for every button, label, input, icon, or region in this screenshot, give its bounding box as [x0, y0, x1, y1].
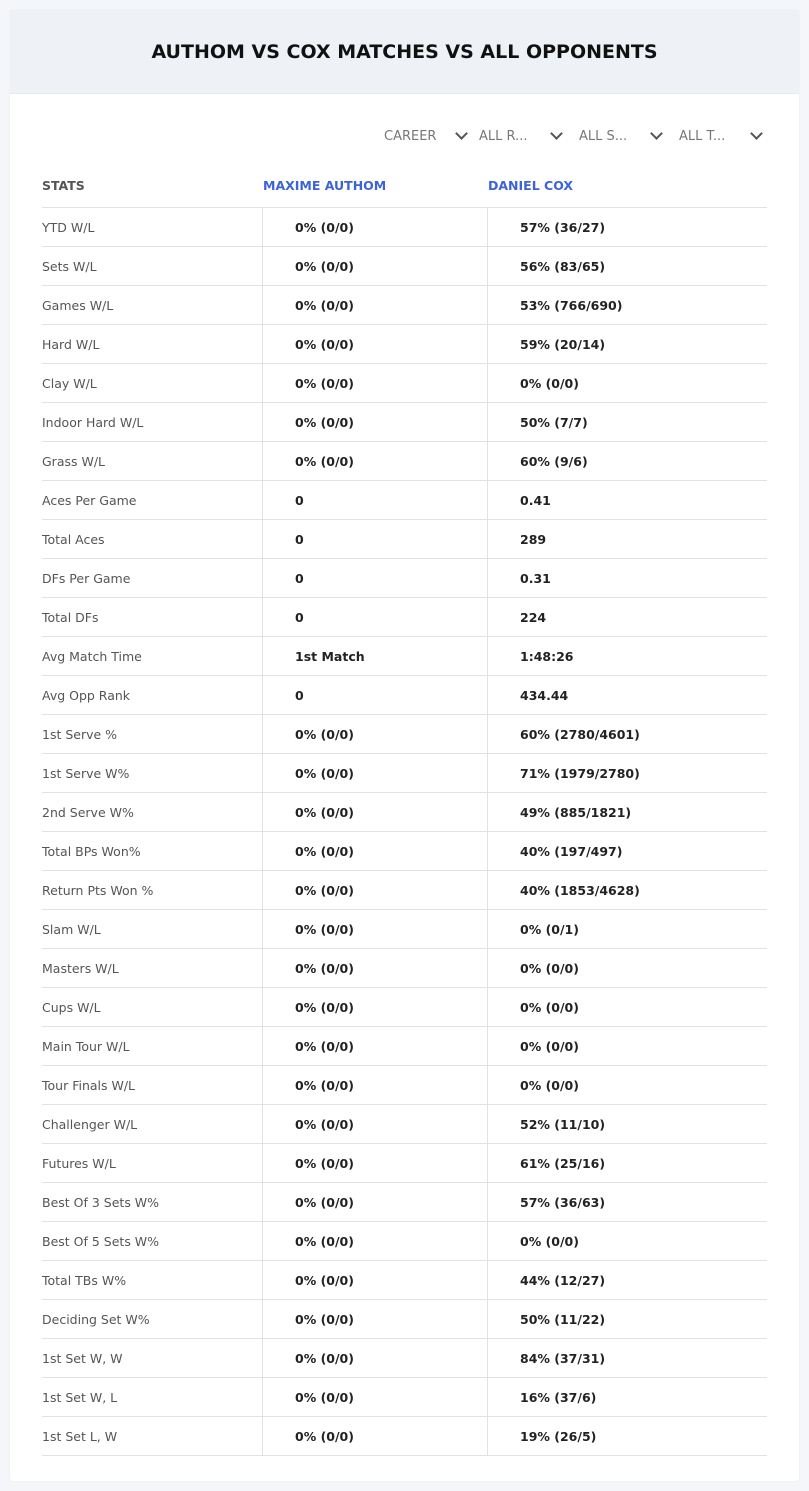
stat-name: 1st Set W, W — [42, 1339, 263, 1377]
table-row — [42, 1066, 767, 1105]
table-row — [42, 1105, 767, 1144]
player1-value: 0% (0/0) — [263, 403, 488, 441]
player2-value: 52% (11/10) — [520, 1116, 606, 1132]
filter-surface-label: ALL S... — [579, 128, 628, 144]
stat-name: DFs Per Game — [42, 559, 263, 597]
stats-column-header: STATS — [42, 178, 85, 193]
player1-value: 0 — [263, 559, 488, 597]
player2-value: 56% (83/65) — [520, 258, 606, 274]
player2-value: 53% (766/690) — [520, 297, 623, 313]
table-row — [42, 442, 767, 481]
player2-value: 19% (26/5) — [520, 1428, 597, 1444]
player1-value: 0% (0/0) — [263, 247, 488, 285]
stats-table — [42, 164, 767, 1456]
player1-value: 0% (0/0) — [263, 871, 488, 909]
table-row — [42, 1339, 767, 1378]
table-row — [42, 520, 767, 559]
page-title: AUTHOM VS COX MATCHES VS ALL OPPONENTS — [151, 40, 658, 63]
player2-value: 40% (197/497) — [520, 843, 623, 859]
table-row — [42, 403, 767, 442]
player2-link[interactable]: DANIEL COX — [488, 178, 574, 193]
filter-period-dropdown[interactable] — [384, 125, 468, 147]
player2-value: 84% (37/31) — [520, 1350, 606, 1366]
table-header — [42, 164, 767, 208]
stat-name: Challenger W/L — [42, 1105, 263, 1143]
stat-name: Best Of 5 Sets W% — [42, 1222, 263, 1260]
table-body — [42, 208, 767, 1456]
player1-value: 0% (0/0) — [263, 754, 488, 792]
stat-name: YTD W/L — [42, 208, 263, 246]
table-row — [42, 247, 767, 286]
player1-value: 0% (0/0) — [263, 715, 488, 753]
table-row — [42, 1222, 767, 1261]
table-row — [42, 793, 767, 832]
stat-name: Tour Finals W/L — [42, 1066, 263, 1104]
player1-value: 0 — [263, 520, 488, 558]
filter-round-dropdown[interactable] — [479, 125, 563, 147]
player2-value: 61% (25/16) — [520, 1155, 606, 1171]
player2-value: 0% (0/1) — [520, 921, 579, 937]
chevron-down-icon — [550, 127, 563, 140]
player1-value: 0% (0/0) — [263, 325, 488, 363]
stat-name: Grass W/L — [42, 442, 263, 480]
player1-value: 0% (0/0) — [263, 442, 488, 480]
stat-name: Deciding Set W% — [42, 1300, 263, 1338]
table-row — [42, 988, 767, 1027]
stat-name: Total TBs W% — [42, 1261, 263, 1299]
player1-value: 0% (0/0) — [263, 1339, 488, 1377]
stat-name: Cups W/L — [42, 988, 263, 1026]
stat-name: Hard W/L — [42, 325, 263, 363]
player1-value: 0% (0/0) — [263, 1027, 488, 1065]
chevron-down-icon — [455, 127, 468, 140]
player1-value: 0% (0/0) — [263, 988, 488, 1026]
table-row — [42, 1027, 767, 1066]
player2-value: 0% (0/0) — [520, 999, 579, 1015]
player2-value: 224 — [520, 609, 547, 625]
player1-value: 0% (0/0) — [263, 208, 488, 246]
player1-value: 0% (0/0) — [263, 1222, 488, 1260]
player2-value: 0% (0/0) — [520, 375, 579, 391]
stat-name: Slam W/L — [42, 910, 263, 948]
player1-value: 0% (0/0) — [263, 949, 488, 987]
table-row — [42, 364, 767, 403]
table-row — [42, 715, 767, 754]
table-row — [42, 208, 767, 247]
player2-value: 59% (20/14) — [520, 336, 606, 352]
table-row — [42, 559, 767, 598]
player1-value: 0% (0/0) — [263, 1183, 488, 1221]
table-row — [42, 949, 767, 988]
stat-name: Total DFs — [42, 598, 263, 636]
stat-name: Masters W/L — [42, 949, 263, 987]
player2-value: 434.44 — [520, 687, 569, 703]
stat-name: Games W/L — [42, 286, 263, 324]
player1-value: 0% (0/0) — [263, 832, 488, 870]
player1-link[interactable]: MAXIME AUTHOM — [263, 178, 387, 193]
stat-name: 2nd Serve W% — [42, 793, 263, 831]
table-row — [42, 637, 767, 676]
stat-name: Total BPs Won% — [42, 832, 263, 870]
stat-name: Clay W/L — [42, 364, 263, 402]
stat-name: 1st Serve % — [42, 715, 263, 753]
player1-value: 0% (0/0) — [263, 364, 488, 402]
card-header — [10, 10, 799, 94]
table-row — [42, 598, 767, 637]
stat-name: Avg Opp Rank — [42, 676, 263, 714]
stat-name: 1st Set L, W — [42, 1417, 263, 1455]
filter-tournament-label: ALL T... — [679, 128, 726, 144]
player1-value: 0% (0/0) — [263, 793, 488, 831]
player2-value: 0.31 — [520, 570, 551, 586]
stat-name: Avg Match Time — [42, 637, 263, 675]
player2-value: 49% (885/1821) — [520, 804, 632, 820]
player1-value: 0% (0/0) — [263, 1144, 488, 1182]
player2-value: 0% (0/0) — [520, 960, 579, 976]
table-row — [42, 1183, 767, 1222]
player2-value: 57% (36/27) — [520, 219, 606, 235]
table-row — [42, 286, 767, 325]
player2-value: 40% (1853/4628) — [520, 882, 640, 898]
player1-value: 0 — [263, 676, 488, 714]
player2-value: 60% (9/6) — [520, 453, 588, 469]
player1-value: 0% (0/0) — [263, 286, 488, 324]
player2-value: 50% (11/22) — [520, 1311, 606, 1327]
chevron-down-icon — [650, 127, 663, 140]
table-row — [42, 1378, 767, 1417]
player1-value: 0% (0/0) — [263, 1261, 488, 1299]
table-row — [42, 754, 767, 793]
player2-value: 289 — [520, 531, 547, 547]
player1-value: 1st Match — [263, 637, 488, 675]
table-row — [42, 871, 767, 910]
filter-surface-dropdown[interactable] — [579, 125, 663, 147]
table-row — [42, 325, 767, 364]
player2-value: 71% (1979/2780) — [520, 765, 640, 781]
stat-name: Total Aces — [42, 520, 263, 558]
table-row — [42, 832, 767, 871]
player2-value: 50% (7/7) — [520, 414, 588, 430]
stat-name: Indoor Hard W/L — [42, 403, 263, 441]
stat-name: 1st Serve W% — [42, 754, 263, 792]
stats-card — [10, 10, 799, 1481]
player1-value: 0% (0/0) — [263, 1378, 488, 1416]
table-row — [42, 481, 767, 520]
filter-period-label: CAREER — [384, 128, 437, 144]
player2-value: 44% (12/27) — [520, 1272, 606, 1288]
stat-name: Futures W/L — [42, 1144, 263, 1182]
player1-value: 0% (0/0) — [263, 1300, 488, 1338]
filter-tournament-dropdown[interactable] — [679, 125, 763, 147]
chevron-down-icon — [750, 127, 763, 140]
filter-bar — [10, 125, 799, 147]
stat-name: Main Tour W/L — [42, 1027, 263, 1065]
player2-value: 60% (2780/4601) — [520, 726, 640, 742]
player1-value: 0% (0/0) — [263, 1105, 488, 1143]
player2-value: 57% (36/63) — [520, 1194, 606, 1210]
player2-value: 0.41 — [520, 492, 551, 508]
player1-value: 0% (0/0) — [263, 1066, 488, 1104]
table-row — [42, 1300, 767, 1339]
player2-value: 0% (0/0) — [520, 1077, 579, 1093]
stat-name: Sets W/L — [42, 247, 263, 285]
player2-value: 0% (0/0) — [520, 1233, 579, 1249]
table-row — [42, 676, 767, 715]
player1-value: 0% (0/0) — [263, 1417, 488, 1455]
player2-value: 0% (0/0) — [520, 1038, 579, 1054]
player1-value: 0 — [263, 598, 488, 636]
table-row — [42, 1144, 767, 1183]
player1-value: 0 — [263, 481, 488, 519]
filter-round-label: ALL R... — [479, 128, 528, 144]
stat-name: Aces Per Game — [42, 481, 263, 519]
player2-value: 16% (37/6) — [520, 1389, 597, 1405]
table-row — [42, 910, 767, 949]
stat-name: 1st Set W, L — [42, 1378, 263, 1416]
table-row — [42, 1261, 767, 1300]
player1-value: 0% (0/0) — [263, 910, 488, 948]
stat-name: Best Of 3 Sets W% — [42, 1183, 263, 1221]
player2-value: 1:48:26 — [520, 648, 574, 664]
stat-name: Return Pts Won % — [42, 871, 263, 909]
table-row — [42, 1417, 767, 1456]
